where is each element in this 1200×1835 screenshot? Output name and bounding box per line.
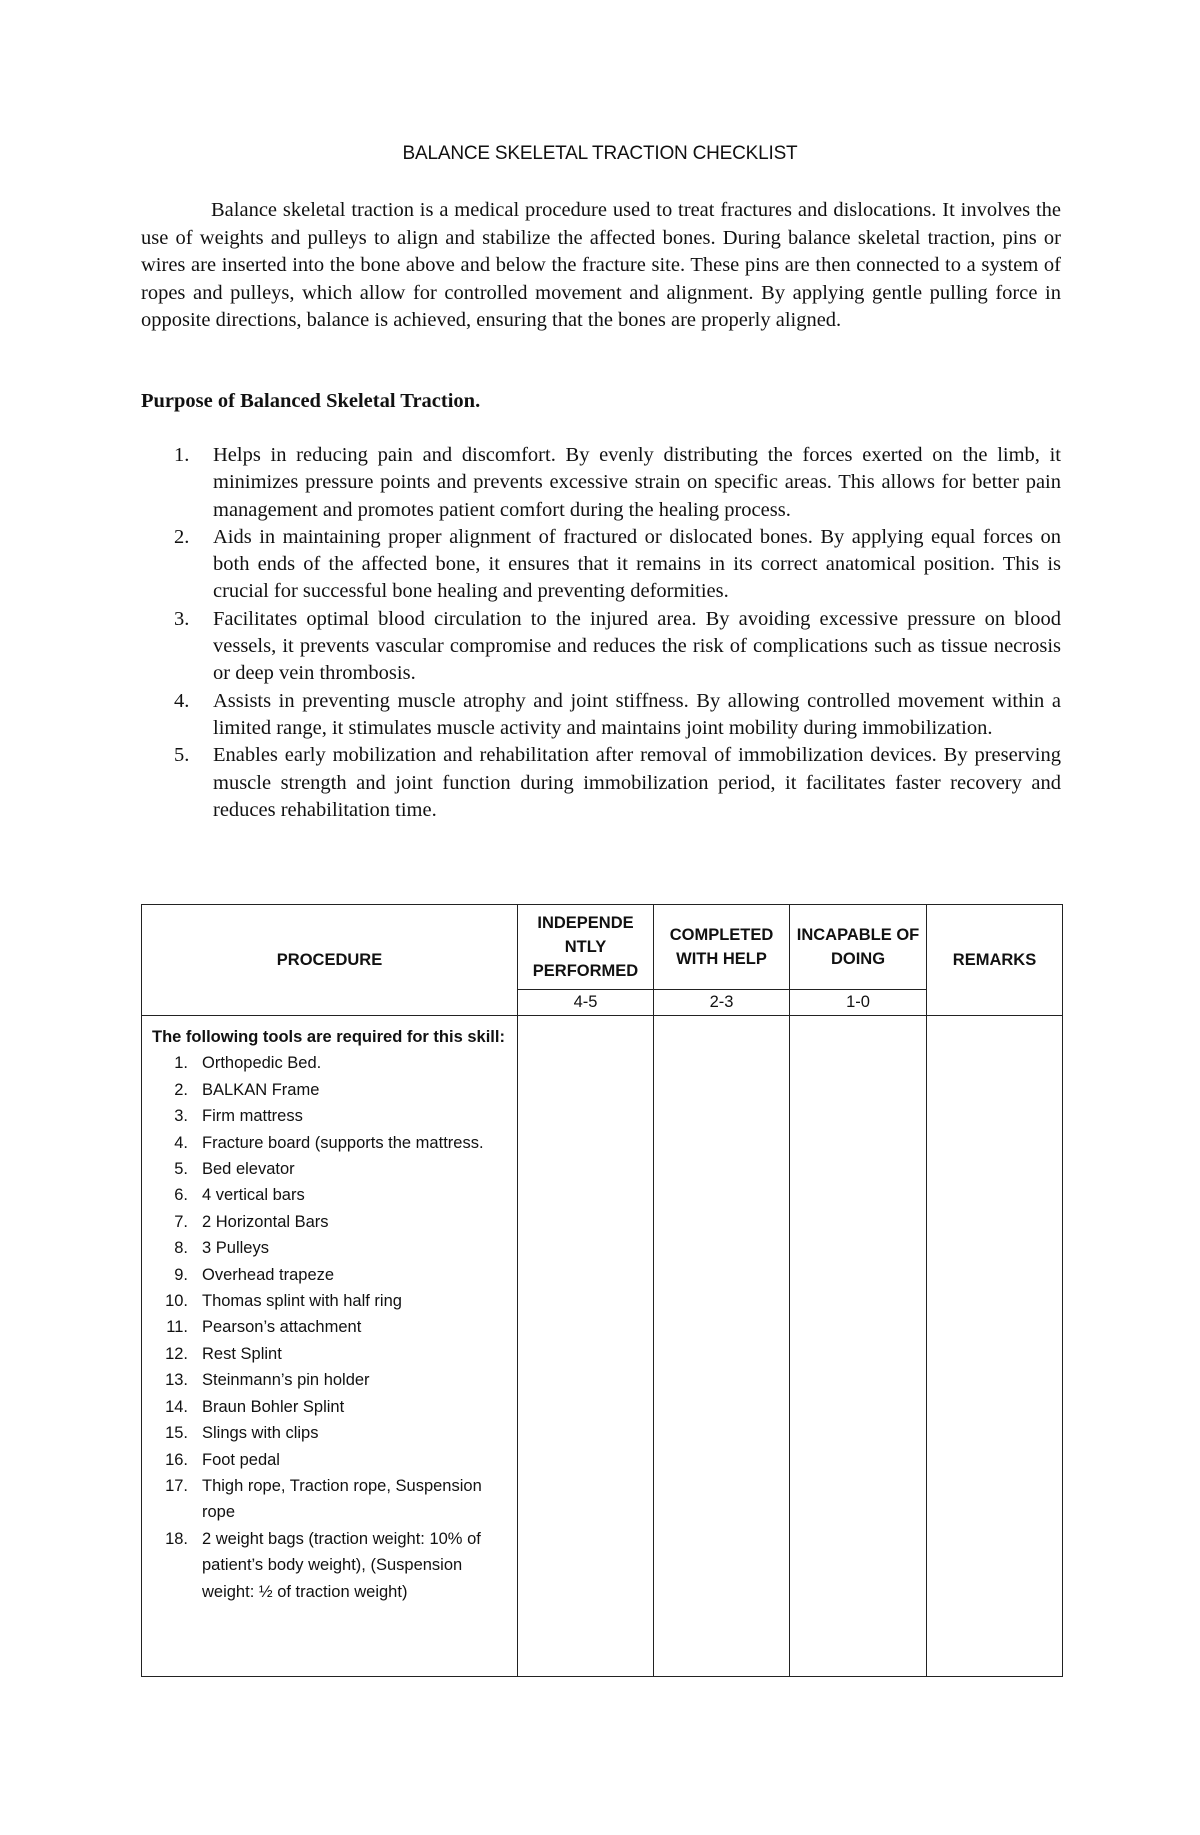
- purpose-number: 3.: [174, 607, 190, 630]
- header-incapable-of-doing: INCAPABLE OF DOING: [790, 905, 927, 990]
- tool-text: Steinmann’s pin holder: [202, 1371, 370, 1390]
- list-item: [152, 1050, 511, 1076]
- purpose-text: Aids in maintaining proper alignment of fractured or dislocated bones. By applying equal forces on both ends of the affected bone, it ensures that it remains in its correct anatomical position. This is crucial for successful bone healing and preventing deformities.: [213, 525, 1061, 603]
- tool-number: 12.: [165, 1344, 188, 1363]
- completed-score-cell: [654, 1016, 790, 1677]
- remarks-cell: [927, 1016, 1063, 1677]
- tool-text: Foot pedal: [202, 1450, 280, 1469]
- purpose-text: Facilitates optimal blood circulation to the injured area. By avoiding excessive pressure on blood vessels, it prevents vascular compromise and reduces the risk of complications such as tissue necrosis or deep vein thrombosis.: [213, 607, 1061, 685]
- document-title: BALANCE SKELETAL TRACTION CHECKLIST: [402, 143, 798, 164]
- purpose-item: [141, 606, 1061, 688]
- header-procedure: PROCEDURE: [142, 905, 518, 1016]
- purpose-item: [141, 742, 1061, 824]
- tools-heading: The following tools are required for this skill:: [152, 1028, 505, 1046]
- tool-number: 3.: [174, 1107, 188, 1126]
- tool-number: 2.: [174, 1080, 188, 1099]
- list-item: [152, 1314, 511, 1340]
- tool-text: Thomas splint with half ring: [202, 1292, 402, 1311]
- tool-number: 10.: [165, 1292, 188, 1311]
- incapable-score-cell: [790, 1016, 927, 1677]
- tool-number: 15.: [165, 1424, 188, 1443]
- tool-text: Orthopedic Bed.: [202, 1054, 322, 1073]
- tool-number: 7.: [174, 1212, 188, 1231]
- tool-number: 1.: [174, 1054, 188, 1073]
- tool-text: 4 vertical bars: [202, 1186, 305, 1205]
- intro-paragraph: Balance skeletal traction is a medical procedure used to treat fractures and dislocations. It involves the use of weights and pulleys to align and stabilize the affected bones. During balance skeletal traction, pins or wires are inserted into the bone above and below the fracture site. These pins are then connected to a system of ropes and pulleys, which allow for controlled movement and alignment. By applying gentle pulling force in opposite directions, balance is achieved, ensuring that the bones are properly aligned.: [141, 199, 1061, 331]
- tool-text: Slings with clips: [202, 1424, 319, 1443]
- tool-number: 17.: [165, 1476, 188, 1495]
- checklist-table: [141, 904, 1063, 1677]
- purpose-number: 5.: [174, 744, 190, 767]
- header-independently-performed: INDEPENDE NTLY PERFORMED: [518, 905, 654, 990]
- list-item: [152, 1288, 511, 1314]
- purpose-number: 1.: [174, 444, 190, 466]
- list-item: [152, 1235, 511, 1261]
- purpose-list: [141, 442, 1061, 824]
- score-independent: 4-5: [518, 990, 654, 1016]
- tool-text: Overhead trapeze: [202, 1265, 335, 1284]
- list-item: [152, 1262, 511, 1288]
- list-item: [152, 1420, 511, 1446]
- tool-text: 2 Horizontal Bars: [202, 1212, 329, 1231]
- tool-number: 14.: [165, 1397, 188, 1416]
- tool-text: Rest Splint: [202, 1344, 282, 1363]
- header-completed-with-help: COMPLETED WITH HELP: [654, 905, 790, 990]
- tool-text: Thigh rope, Traction rope, Suspension rope: [202, 1476, 482, 1522]
- score-completed: 2-3: [654, 990, 790, 1016]
- tool-text: Firm mattress: [202, 1107, 303, 1126]
- list-item: [152, 1130, 511, 1156]
- tool-number: 5.: [174, 1160, 188, 1179]
- list-item: [152, 1209, 511, 1235]
- purpose-text: Enables early mobilization and rehabilitation after removal of immobilization devices. By preserving muscle strength and joint function during immobilization period, it facilitates faster recovery and reduces rehabilitation time.: [213, 744, 1061, 821]
- purpose-number: 2.: [174, 525, 190, 548]
- purpose-text: Helps in reducing pain and discomfort. By evenly distributing the forces exerted on the limb, it minimizes pressure points and prevents excessive strain on specific areas. This allows for better pain management and promotes patient comfort during the healing process.: [213, 444, 1061, 521]
- purpose-item: [141, 442, 1061, 524]
- list-item: [152, 1447, 511, 1473]
- independent-score-cell: [518, 1016, 654, 1677]
- tool-text: BALKAN Frame: [202, 1080, 320, 1099]
- tool-text: Bed elevator: [202, 1160, 295, 1179]
- purpose-item: [141, 524, 1061, 606]
- list-item: [152, 1182, 511, 1208]
- list-item: [152, 1367, 511, 1393]
- tool-number: 18.: [165, 1529, 188, 1548]
- tool-number: 13.: [165, 1371, 188, 1390]
- list-item: [152, 1077, 511, 1103]
- list-item: [152, 1103, 511, 1129]
- procedure-cell: [142, 1016, 518, 1677]
- purpose-item: [141, 688, 1061, 743]
- list-item: [152, 1526, 511, 1605]
- tool-text: 3 Pulleys: [202, 1239, 269, 1258]
- tool-number: 8.: [174, 1239, 188, 1258]
- list-item: [152, 1156, 511, 1182]
- table-row: [142, 1016, 1063, 1677]
- table-header-row: [142, 905, 1063, 990]
- purpose-number: 4.: [174, 689, 190, 712]
- tool-text: Pearson’s attachment: [202, 1318, 362, 1337]
- score-incapable: 1-0: [790, 990, 927, 1016]
- purpose-heading: Purpose of Balanced Skeletal Traction.: [141, 390, 481, 412]
- tool-number: 9.: [174, 1265, 188, 1284]
- header-remarks: REMARKS: [927, 905, 1063, 1016]
- list-item: [152, 1394, 511, 1420]
- purpose-text: Assists in preventing muscle atrophy and joint stiffness. By allowing controlled movement within a limited range, it stimulates muscle activity and maintains joint mobility during immobilization.: [213, 689, 1061, 739]
- tool-text: Braun Bohler Splint: [202, 1397, 345, 1416]
- list-item: [152, 1473, 511, 1526]
- tool-number: 11.: [166, 1318, 188, 1337]
- tool-number: 16.: [165, 1450, 188, 1469]
- tool-text: 2 weight bags (traction weight: 10% of patient’s body weight), (Suspension weight: ½ of traction weight): [202, 1529, 481, 1601]
- tool-number: 4.: [174, 1133, 188, 1152]
- list-item: [152, 1341, 511, 1367]
- tools-list: [152, 1050, 511, 1605]
- tool-number: 6.: [174, 1186, 188, 1205]
- tool-text: Fracture board (supports the mattress.: [202, 1133, 484, 1152]
